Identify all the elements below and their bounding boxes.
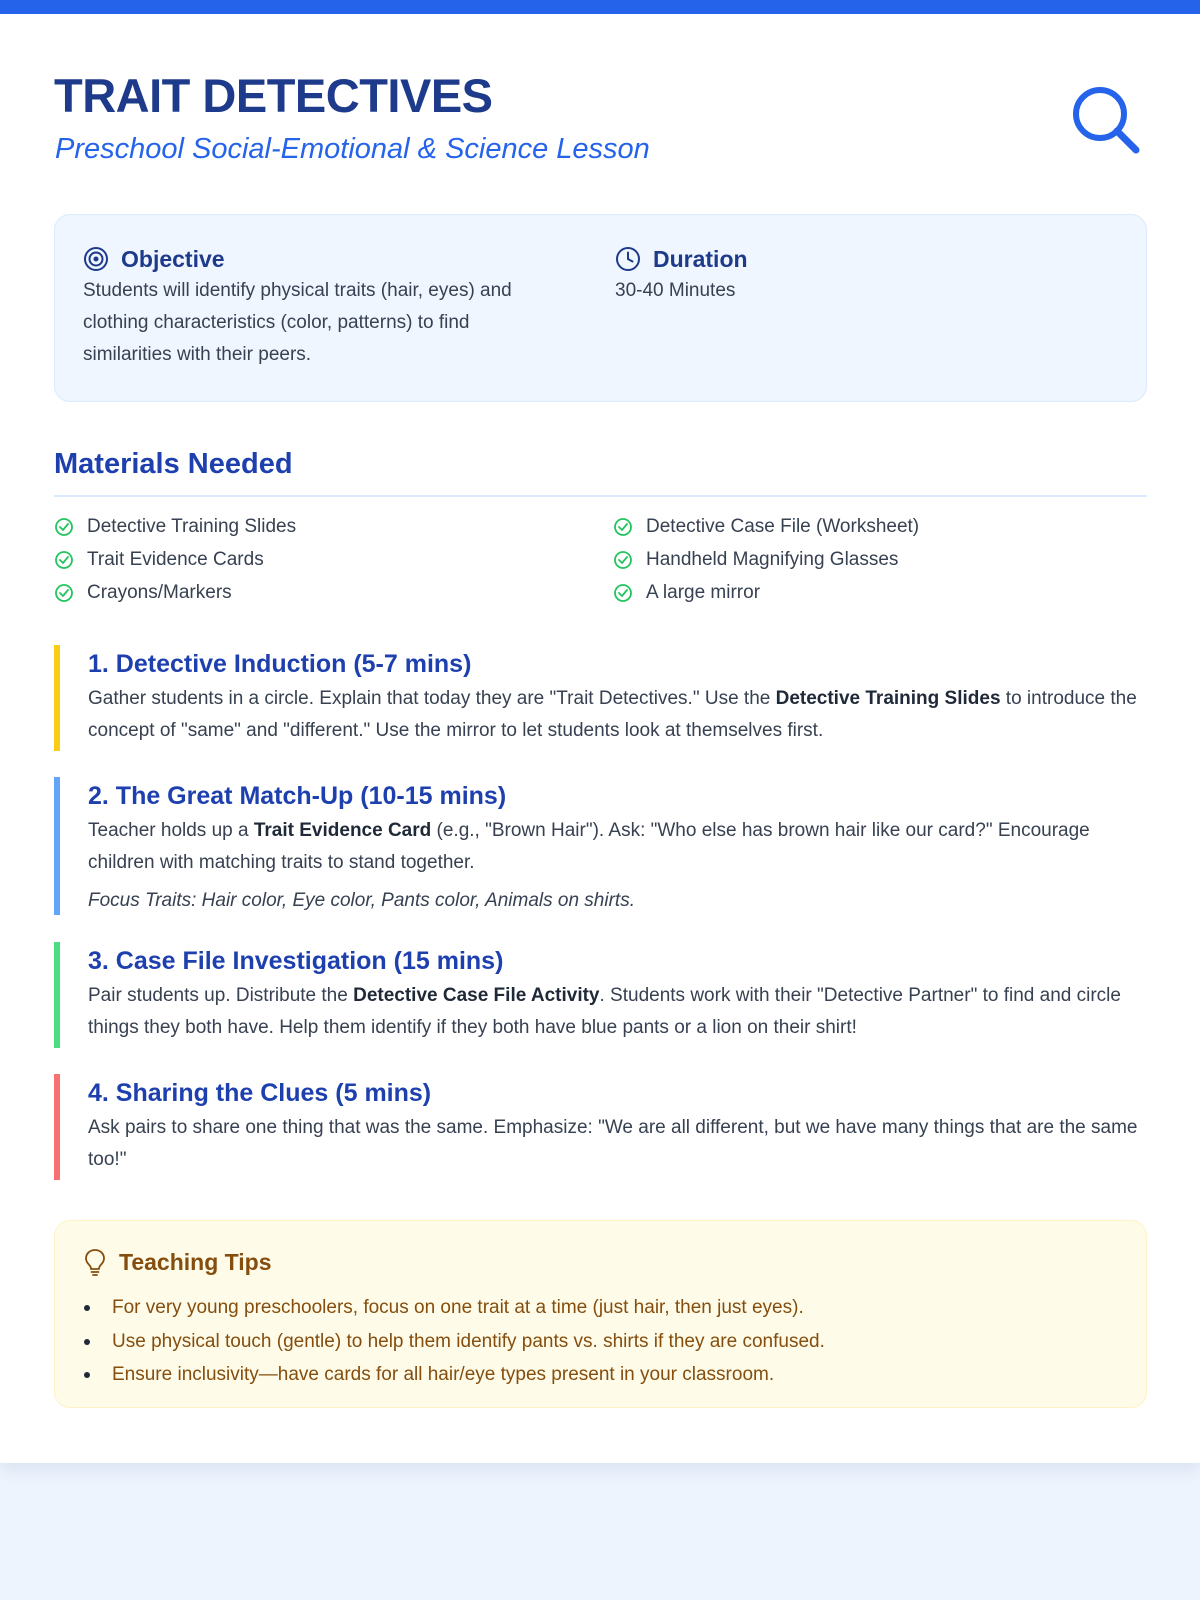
- clock-icon: [615, 246, 641, 272]
- target-icon: [83, 246, 109, 272]
- step-4-color-bar: [54, 1074, 60, 1180]
- check-circle-icon: [54, 517, 74, 537]
- objective-label: Objective: [121, 245, 225, 272]
- step-2-text: Teacher holds up a Trait Evidence Card (e.g., "Brown Hair"). Ask: "Who else has brown hair like our card?" Encourage children with matching traits to stand together.: [88, 820, 1090, 873]
- objective-text: Students will identify physical traits (hair, eyes) and clothing characteristics (color, patterns) to find similarities with their peers.: [83, 280, 512, 365]
- step-3-color-bar: [54, 942, 60, 1048]
- step-2: [54, 777, 1147, 915]
- step-2-title: 2. The Great Match-Up (10-15 mins): [88, 782, 507, 810]
- step-2-focus-traits: Focus Traits: Hair color, Eye color, Pants color, Animals on shirts.: [88, 890, 635, 911]
- materials-title: Materials Needed: [54, 448, 293, 480]
- check-circle-icon: [613, 517, 633, 537]
- materials-list-left: [54, 510, 296, 609]
- search-icon: [1070, 84, 1142, 156]
- step-1-text: Gather students in a circle. Explain that today they are "Trait Detectives." Use the Detective Training Slides to introduce the concept of "same" and "different." Use the mirror to let students look at themselves first.: [88, 688, 1137, 741]
- list-item: Handheld Magnifying Glasses: [613, 543, 919, 576]
- objective-section: [83, 245, 563, 371]
- step-1-color-bar: [54, 645, 60, 751]
- duration-section: [615, 245, 1015, 307]
- materials-divider: [54, 495, 1147, 497]
- check-circle-icon: [613, 550, 633, 570]
- check-circle-icon: [54, 550, 74, 570]
- step-1: [54, 645, 1147, 751]
- list-item: A large mirror: [613, 576, 919, 609]
- step-4-title: 4. Sharing the Clues (5 mins): [88, 1079, 432, 1107]
- step-3-title: 3. Case File Investigation (15 mins): [88, 947, 504, 975]
- list-item: Ensure inclusivity—have cards for all hair/eye types present in your classroom.: [83, 1358, 825, 1392]
- step-2-color-bar: [54, 777, 60, 915]
- duration-text: 30-40 Minutes: [615, 280, 736, 301]
- top-accent-bar: [0, 0, 1200, 14]
- list-item: Use physical touch (gentle) to help them identify pants vs. shirts if they are confused.: [83, 1325, 825, 1359]
- teaching-tips-list: [83, 1291, 825, 1392]
- list-item: Detective Training Slides: [54, 510, 296, 543]
- page-subtitle: Preschool Social-Emotional & Science Lesson: [55, 133, 650, 165]
- check-circle-icon: [54, 583, 74, 603]
- page-title: TRAIT DETECTIVES: [54, 69, 493, 122]
- step-4: [54, 1074, 1147, 1180]
- step-3: [54, 942, 1147, 1048]
- teaching-tips-title: Teaching Tips: [119, 1248, 272, 1275]
- lesson-info-box: [54, 214, 1147, 402]
- lightbulb-icon: [83, 1248, 107, 1276]
- duration-label: Duration: [653, 245, 748, 272]
- step-3-text: Pair students up. Distribute the Detective Case File Activity. Students work with their "Detective Partner" to find and circle things they both have. Help them identify if they both have blue pants or a lion on their shirt!: [88, 985, 1121, 1038]
- list-item: For very young preschoolers, focus on one trait at a time (just hair, then just eyes).: [83, 1291, 825, 1325]
- materials-list-right: [613, 510, 919, 609]
- list-item: Crayons/Markers: [54, 576, 296, 609]
- step-4-text: Ask pairs to share one thing that was the same. Emphasize: "We are all different, but we have many things that are the same too!": [88, 1117, 1138, 1170]
- list-item: Detective Case File (Worksheet): [613, 510, 919, 543]
- step-1-title: 1. Detective Induction (5-7 mins): [88, 650, 472, 678]
- check-circle-icon: [613, 583, 633, 603]
- teaching-tips-box: [54, 1220, 1147, 1408]
- list-item: Trait Evidence Cards: [54, 543, 296, 576]
